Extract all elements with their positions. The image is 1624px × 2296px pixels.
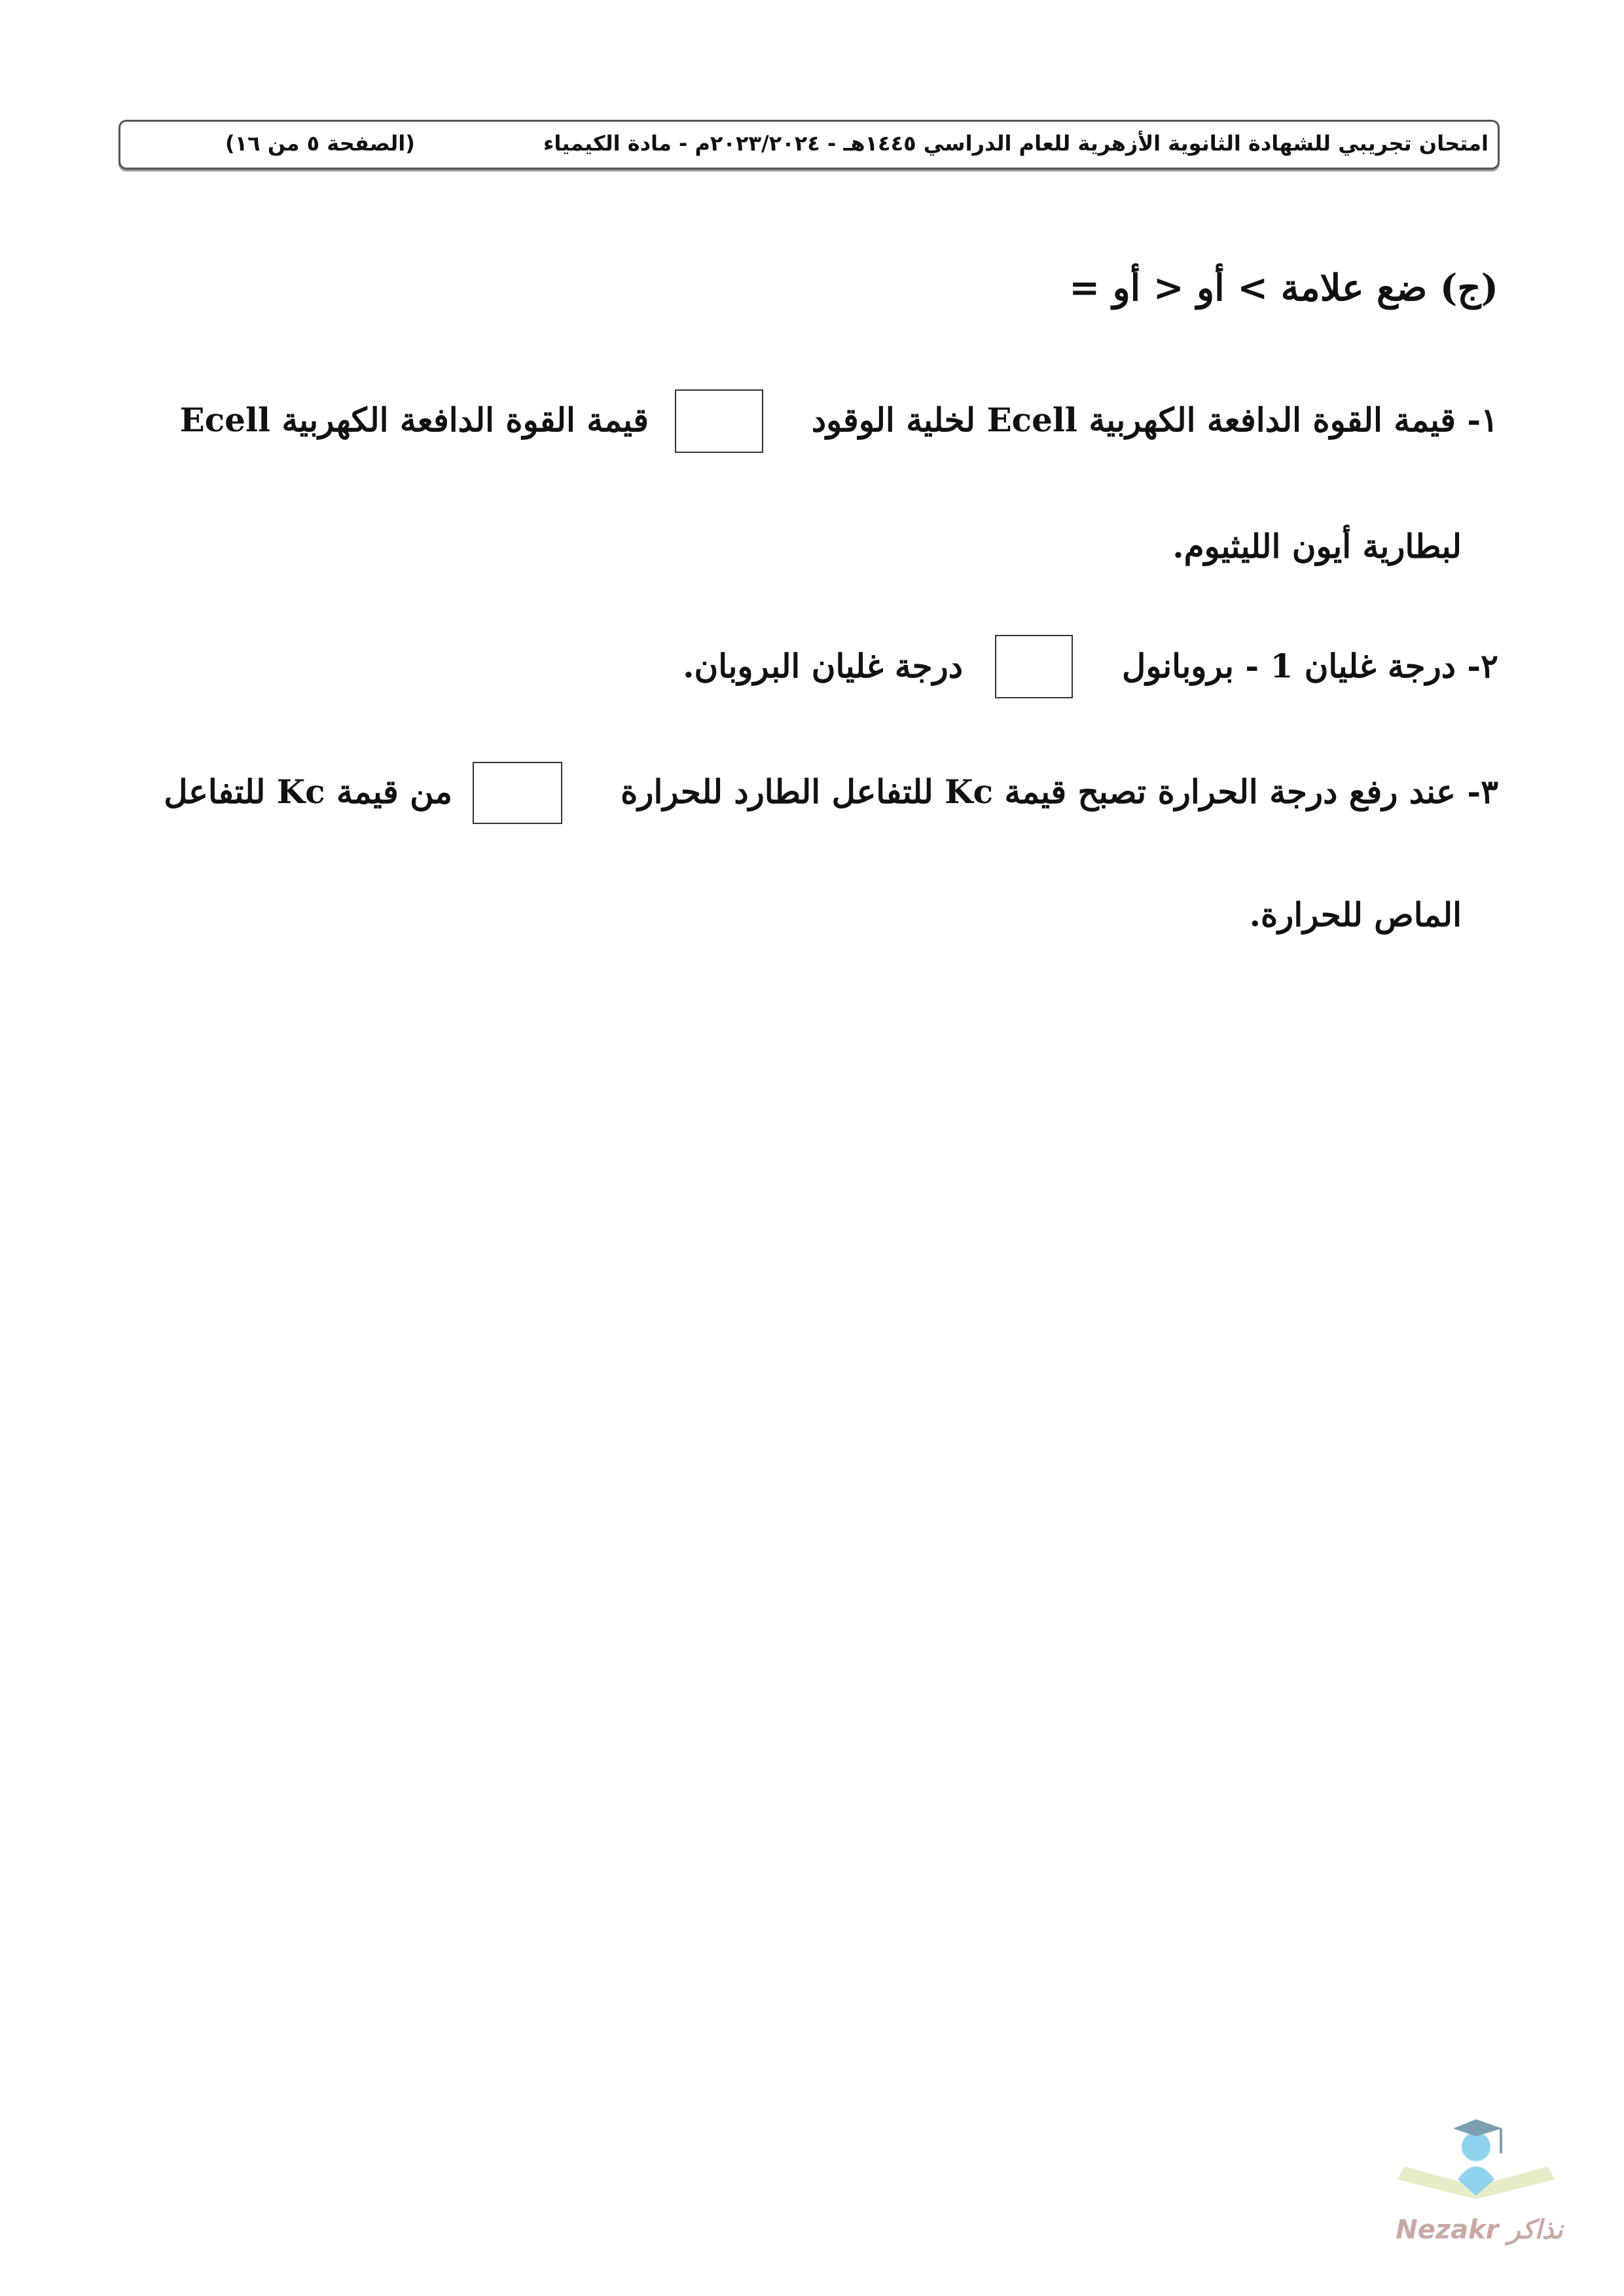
question-3-part-a: ٣- عند رفع درجة الحرارة تصبح قيمة Kc للتفاعل الطارد للحرارة: [621, 772, 1498, 811]
question-2-part-a: ٢- درجة غليان 1 - بروبانول: [1122, 647, 1498, 685]
question-3-part-b: من قيمة Kc للتفاعل: [164, 772, 452, 811]
section-heading: (ج) ضع علامة > أو < أو =: [1069, 266, 1498, 310]
page-number: (الصفحة ٥ من ١٦): [225, 131, 415, 156]
exam-title: امتحان تجريبي للشهادة الثانوية الأزهرية للعام الدراسي ١٤٤٥هـ - ٢٠٢٣/٢٠٢٤م - مادة الكيمياء: [543, 131, 1489, 156]
answer-box-3[interactable]: [473, 762, 562, 824]
page-header: [118, 120, 1500, 170]
answer-box-1[interactable]: [675, 389, 763, 453]
question-1-part-b: قيمة القوة الدافعة الكهربية Ecell: [179, 401, 649, 439]
watermark-text: Nezakr نذاكر: [1396, 2215, 1563, 2245]
question-2-part-b: درجة غليان البروبان.: [683, 647, 963, 685]
nezakr-watermark-logo: [1384, 2114, 1574, 2251]
question-3-continuation: الماص للحرارة.: [1249, 895, 1462, 934]
question-1-continuation: لبطارية أيون الليثيوم.: [1172, 527, 1462, 565]
answer-box-2[interactable]: [995, 635, 1073, 698]
question-1-part-a: ١- قيمة القوة الدافعة الكهربية Ecell لخلية الوقود: [811, 401, 1498, 439]
